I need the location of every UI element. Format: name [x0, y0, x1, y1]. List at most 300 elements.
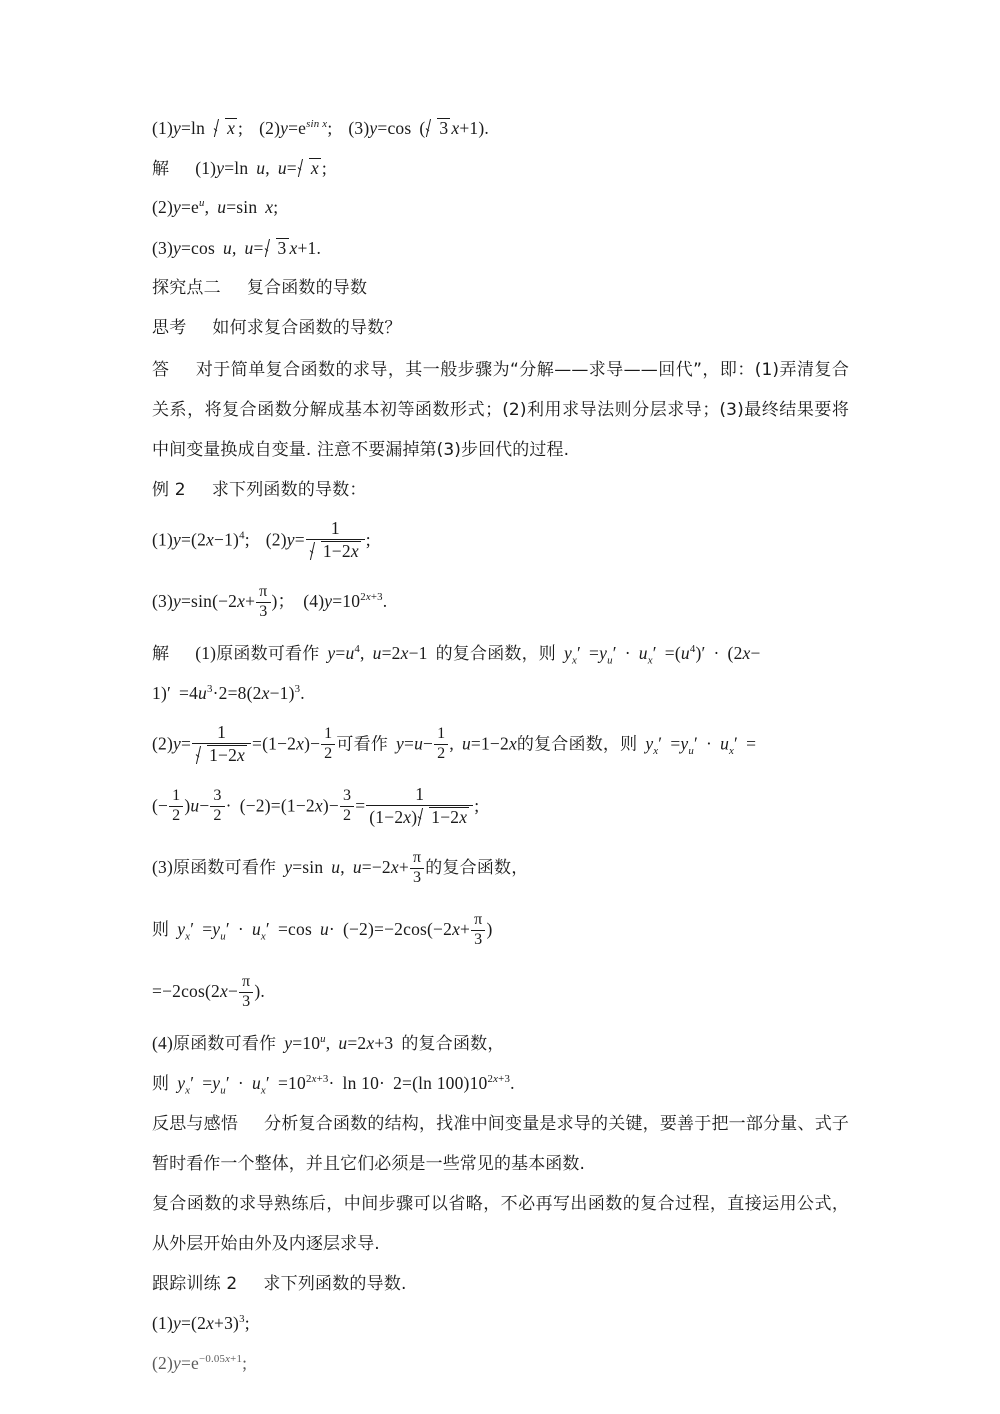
item-number: (1) — [152, 1313, 174, 1334]
op-dot: · — [624, 643, 631, 663]
var-y: y — [680, 733, 689, 754]
punct: ; — [327, 118, 333, 139]
denominator — [192, 744, 251, 765]
op-eq: = — [202, 919, 213, 940]
var-x: x — [400, 643, 409, 663]
item-number: (3) — [152, 857, 174, 878]
fraction-one-over-sqrt — [306, 517, 365, 561]
var-y: y — [173, 197, 181, 218]
var-x: x — [390, 857, 399, 878]
exponent-3: 3 — [239, 1313, 245, 1326]
subscript-x: x — [260, 930, 266, 943]
item-number: (1) — [152, 529, 174, 550]
var-y: y — [173, 238, 181, 259]
section-heading-tanjiu — [152, 268, 852, 308]
exp-part: 2 — [305, 1073, 312, 1086]
prime: ′ — [265, 1073, 270, 1093]
var-y: y — [286, 529, 295, 550]
text: 的复合函数， — [425, 858, 529, 879]
example-2-heading — [152, 470, 852, 510]
var-u: u — [244, 238, 254, 259]
op-dot: · — [328, 919, 335, 940]
solution-line-3 — [152, 228, 852, 268]
op-eq: = — [202, 1073, 213, 1093]
op-eq: = — [335, 643, 346, 663]
item-number: (2) — [265, 529, 287, 550]
var-x: x — [452, 919, 461, 940]
op-dot: · — [237, 919, 244, 940]
var-y: y — [177, 919, 186, 940]
punct: ; — [273, 197, 279, 218]
expr: (−2)=(1−2 — [239, 795, 315, 816]
var-x: x — [237, 591, 246, 612]
expr: =( — [664, 643, 681, 663]
op-eq-cos: =cos — [277, 919, 312, 940]
exp-var: x — [365, 591, 371, 604]
item-number: (2) — [152, 197, 174, 218]
radical-icon — [196, 745, 247, 765]
exp-var: x — [225, 1353, 231, 1366]
example-label: 例 2 — [152, 479, 186, 500]
item-2-number: (2) — [259, 118, 281, 139]
da-label: 答 — [152, 360, 170, 380]
var-y: y — [216, 158, 225, 178]
radicand: x — [227, 118, 236, 139]
fraction-one-half — [169, 788, 183, 824]
numerator-pi: π — [410, 850, 424, 868]
op-minus: − — [328, 795, 339, 816]
fuhe-text: 复合函数的求导熟练后，中间步骤可以省略，不必再写出函数的复合过程，直接运用公式，从外层开始由外及内逐层求导. — [152, 1194, 849, 1254]
op-plus: + — [245, 591, 256, 612]
expr: 2=8(2 — [218, 683, 262, 704]
example-2-items-34 — [152, 572, 852, 634]
var-u: u — [217, 197, 227, 218]
subscript-u: u — [688, 744, 694, 757]
text: 的复合函数， — [401, 1034, 505, 1054]
var-u: u — [638, 643, 648, 663]
var-x: x — [206, 1313, 215, 1334]
punct: ; — [365, 529, 371, 550]
exponent-u: u — [199, 197, 205, 210]
op-eq-e: =e — [180, 197, 200, 218]
prime: ′ — [734, 733, 739, 754]
var-u: u — [251, 919, 261, 940]
item-number: (3) — [152, 591, 174, 612]
fraction-one-half — [434, 726, 448, 762]
var-x: x — [220, 981, 228, 1002]
denominator-3: 3 — [412, 868, 422, 886]
numerator-1: 1 — [366, 786, 473, 806]
example-2-solution-3b — [152, 900, 852, 962]
punct: . — [300, 683, 305, 704]
var-x: x — [508, 733, 517, 754]
den-part: ) — [411, 806, 418, 827]
op-minus: − — [310, 733, 321, 754]
fraction-result — [366, 783, 473, 827]
var-u: u — [720, 733, 730, 754]
prime: ′ — [166, 683, 172, 704]
paren-open: (− — [152, 795, 169, 816]
var-u: u — [338, 1033, 348, 1053]
exponent-3: 3 — [294, 683, 301, 696]
radicand: x — [310, 158, 319, 178]
prime: ′ — [225, 919, 230, 940]
paren-close: ) — [322, 795, 329, 816]
var-x: x — [261, 683, 270, 704]
op-minus: − — [227, 981, 239, 1002]
denominator-2: 2 — [324, 744, 333, 762]
op-eq: = — [670, 733, 681, 754]
example-2-solution-3c — [152, 962, 852, 1024]
expr-tail: )； — [271, 591, 296, 612]
expr: =2 — [347, 1033, 367, 1053]
exp-part: +3 — [498, 1073, 511, 1086]
numerator: 1 — [192, 724, 251, 744]
numerator-1: 1 — [321, 726, 335, 744]
text: 的复合函数，则 — [435, 644, 557, 664]
var-y: y — [564, 643, 572, 663]
var-y: y — [284, 857, 293, 878]
text-ze: 则 — [152, 920, 170, 941]
subscript-x: x — [729, 744, 735, 757]
radicand-part: 1−2 — [431, 806, 460, 827]
op-dot: · — [328, 1073, 335, 1093]
denominator-2: 2 — [342, 806, 352, 824]
prime: ′ — [577, 643, 582, 663]
fraction-pi-over-3 — [471, 912, 485, 948]
fuhe-paragraph — [152, 1184, 849, 1264]
problem-line-1 — [152, 108, 852, 148]
genzong-item-2 — [152, 1344, 852, 1384]
numerator-3: 3 — [340, 788, 354, 806]
expr: +3 — [374, 1033, 394, 1053]
punct: , — [265, 158, 270, 178]
var-u: u — [190, 795, 200, 816]
radicand-var: x — [459, 806, 468, 827]
radical-icon — [298, 158, 321, 178]
item-number: (2) — [152, 1353, 174, 1374]
var-y: y — [177, 1073, 186, 1093]
var-u: u — [198, 683, 207, 704]
punct: , — [231, 238, 237, 259]
exponent-2x-plus-3 — [306, 1073, 329, 1085]
genzong-text: 求下列函数的导数. — [263, 1273, 407, 1294]
item-number: (3) — [152, 238, 174, 259]
prime: ′ — [658, 733, 663, 754]
expr: =−2cos(2 — [152, 981, 220, 1002]
exp-part: 2 — [360, 591, 366, 604]
denominator — [306, 540, 365, 561]
denominator-3: 3 — [259, 602, 268, 620]
var-y: y — [284, 1033, 293, 1053]
expr: =10 — [292, 1033, 321, 1053]
exp-part: 2 — [487, 1073, 494, 1086]
var-y: y — [173, 118, 181, 139]
expr: =4 — [179, 683, 199, 704]
numerator: 1 — [306, 520, 365, 540]
op-eq: = — [180, 733, 192, 754]
paren-close: ) — [184, 795, 191, 816]
var-y: y — [212, 1073, 221, 1093]
denominator-2: 2 — [213, 806, 222, 824]
var-u: u — [256, 158, 266, 178]
punct: , — [360, 643, 365, 663]
radicand-part: 1−2 — [209, 744, 238, 765]
section-title: 复合函数的导数 — [246, 277, 368, 298]
numerator-3: 3 — [210, 788, 224, 806]
fansi-text: 分析复合函数的结构，找准中间变量是求导的关键，要善于把一部分量、式子暂时看作一个整体，并且它们必须是一些常见的基本函数. — [152, 1114, 849, 1174]
exp-part: −0.05 — [199, 1353, 226, 1366]
expr: =(1−2 — [252, 733, 297, 754]
fraction-three-halves — [340, 788, 354, 824]
subscript-u: u — [220, 930, 226, 943]
op-eq: = — [286, 158, 297, 178]
punct: ; — [238, 118, 244, 139]
var-x: x — [366, 1033, 375, 1053]
var-u: u — [461, 733, 471, 754]
subscript-u: u — [607, 654, 613, 667]
exponent-3: 3 — [207, 683, 213, 696]
fraction-three-halves — [210, 788, 224, 824]
paren-close: ) — [695, 643, 702, 663]
var-x: x — [289, 238, 298, 259]
var-y: y — [369, 118, 378, 139]
den-part: (1−2 — [369, 806, 404, 827]
item-number: (4) — [303, 591, 325, 612]
expr: =sin(−2 — [180, 591, 238, 612]
expr: −1 — [408, 643, 428, 663]
item-number: (1) — [195, 158, 217, 178]
item-number: (4) — [152, 1033, 174, 1053]
radicand: 3 — [439, 118, 449, 139]
punct: , — [204, 197, 210, 218]
numerator-pi: π — [471, 912, 485, 930]
exponent-sin-x: sin x — [306, 118, 328, 131]
var-y: y — [599, 643, 608, 663]
var-u: u — [331, 857, 341, 878]
var-y: y — [173, 591, 181, 612]
op-eq-e: =e — [288, 118, 307, 139]
fraction-pi-over-3 — [239, 974, 253, 1010]
denominator-3: 3 — [474, 930, 483, 948]
punct: . — [382, 591, 388, 612]
op-eq-sin: =sin — [292, 857, 324, 878]
prime: ′ — [190, 919, 195, 940]
expr: (−2)=−2cos(−2 — [342, 919, 453, 940]
example-text: 求下列函数的导数： — [211, 479, 367, 500]
text-ze: 则 — [152, 1074, 170, 1094]
numerator-pi: π — [239, 974, 253, 992]
op-plus: + — [398, 857, 409, 878]
subscript-x: x — [185, 930, 191, 943]
example-2-solution-1a — [152, 634, 852, 674]
subscript-x: x — [653, 744, 659, 757]
item-number: (1) — [195, 643, 217, 663]
expr: −1) — [269, 683, 295, 704]
prime: ′ — [190, 1073, 195, 1093]
var-y: y — [173, 1313, 181, 1334]
op-eq-cos: =cos — [377, 118, 412, 139]
section-label: 探究点二 — [152, 277, 221, 298]
var-y: y — [324, 591, 333, 612]
var-x: x — [742, 643, 751, 663]
var-u: u — [319, 919, 329, 940]
var-y: y — [173, 529, 181, 550]
subscript-x: x — [571, 654, 577, 667]
var-y: y — [173, 733, 181, 754]
exponent-4: 4 — [354, 643, 361, 656]
paren-close: ) — [486, 919, 493, 940]
example-2-solution-2b — [152, 776, 852, 838]
var-u: u — [372, 643, 382, 663]
punct: , — [449, 733, 454, 754]
exponent-neg-005x-plus-1 — [199, 1353, 242, 1365]
da-paragraph-wrap — [152, 348, 852, 470]
var-u: u — [222, 238, 232, 259]
sikao-text: 如何求复合函数的导数？ — [212, 317, 402, 338]
fansi-paragraph-wrap — [152, 1104, 852, 1184]
prime: ′ — [652, 643, 657, 663]
op-minus: − — [423, 733, 434, 754]
sikao-label: 思考 — [152, 317, 187, 338]
radicand-var: x — [237, 744, 246, 765]
prime: ′ — [694, 733, 699, 754]
da-text: 对于简单复合函数的求导，其一般步骤为“分解——求导——回代”，即：(1)弄清复合关系，将复合函数分解成基本初等函数形式；(2)利用求导法则分层求导；(3)最终结果要将中间变量换成自变量. 注意不要漏掉第(3)步回代的过程. — [152, 360, 849, 460]
expr: =(2 — [180, 1313, 207, 1334]
numerator-1: 1 — [434, 726, 448, 744]
expr: =e — [180, 1353, 200, 1374]
expr: 2=(ln 100)10 — [393, 1073, 488, 1093]
radicand-part: 1−2 — [322, 540, 351, 561]
radical-icon — [418, 807, 469, 827]
subscript-x: x — [185, 1084, 191, 1097]
exp-var: x — [311, 1073, 317, 1086]
punct: , — [340, 857, 345, 878]
expr: (2 — [727, 643, 743, 663]
var-y: y — [173, 1353, 181, 1374]
exp-part: +3 — [316, 1073, 329, 1086]
item-1-number: (1) — [152, 118, 174, 139]
op-eq-cos: =cos — [180, 238, 215, 259]
subscript-u: u — [220, 1084, 226, 1097]
radicand-var: x — [350, 540, 359, 561]
op-eq: = — [253, 238, 264, 259]
radical-icon — [426, 118, 450, 138]
text: 的复合函数，则 — [516, 734, 638, 755]
punct: . — [510, 1073, 515, 1093]
numerator-1: 1 — [169, 788, 183, 806]
example-2-solution-3a — [152, 838, 852, 900]
radicand: 3 — [277, 238, 287, 259]
radical-icon — [214, 118, 237, 138]
denominator-3: 3 — [242, 992, 251, 1010]
op-dot: · — [379, 1073, 386, 1093]
var-y: y — [212, 919, 221, 940]
op-dot: · — [237, 1073, 244, 1093]
genzong-item-1 — [152, 1304, 852, 1344]
exponent-4: 4 — [689, 643, 696, 656]
exponent-4: 4 — [239, 529, 245, 542]
exp-part: +1 — [230, 1353, 243, 1366]
punct: ; — [242, 1353, 248, 1374]
paren-open: ( — [419, 118, 426, 139]
solution-label: 解 — [152, 644, 170, 664]
var-x: x — [206, 529, 215, 550]
genzong-heading — [152, 1264, 852, 1304]
punct: ; — [244, 1313, 250, 1334]
exp-var: x — [493, 1073, 499, 1086]
prime: ′ — [612, 643, 617, 663]
expr: =2 — [381, 643, 401, 663]
var-y: y — [280, 118, 289, 139]
expr: −1) — [214, 529, 240, 550]
op-eq: = — [589, 643, 600, 663]
fuhe-paragraph-wrap — [152, 1184, 852, 1264]
solution-line-2 — [152, 188, 852, 228]
text: 原函数可看作 — [216, 644, 320, 664]
op-eq: = — [404, 733, 415, 754]
op-dot: · — [713, 643, 720, 663]
op-ln: ln 10 — [342, 1073, 380, 1093]
var-u: u — [277, 158, 287, 178]
var-x: x — [314, 795, 323, 816]
op-eq-ln: =ln — [180, 118, 206, 139]
op-eq: = — [294, 529, 305, 550]
fansi-label: 反思与感悟 — [152, 1114, 239, 1134]
prime: ′ — [701, 643, 706, 663]
fraction-one-over-sqrt — [192, 721, 251, 765]
fansi-paragraph — [152, 1104, 849, 1184]
page-content — [152, 108, 852, 1384]
fraction-pi-over-3 — [256, 584, 270, 620]
op-eq: = — [355, 795, 366, 816]
denominator — [366, 806, 473, 827]
var-u: u — [345, 643, 355, 663]
paren-close: ) — [304, 733, 311, 754]
op-eq-sin: =sin — [226, 197, 258, 218]
op-eq-ln: =ln — [224, 158, 249, 178]
radical-icon — [310, 541, 361, 561]
fraction-one-half — [321, 726, 335, 762]
var-x: x — [265, 197, 274, 218]
exponent-2x-plus-3 — [488, 1073, 511, 1085]
punct: ; — [321, 158, 327, 178]
var-x: x — [451, 118, 460, 139]
example-2-solution-2a — [152, 714, 852, 776]
subscript-x: x — [647, 654, 653, 667]
prime: ′ — [265, 919, 270, 940]
expr: 1) — [152, 683, 167, 704]
var-u: u — [352, 857, 362, 878]
var-u: u — [680, 643, 690, 663]
example-2-solution-1b — [152, 674, 852, 714]
expr-tail: +1. — [297, 238, 322, 259]
var-u: u — [414, 733, 424, 754]
op-dot: · — [706, 733, 713, 754]
punct: ; — [244, 529, 250, 550]
exp-part: +3 — [370, 591, 383, 604]
expr: +3) — [214, 1313, 240, 1334]
solution-line-1 — [152, 148, 852, 188]
radical-icon — [265, 238, 289, 258]
exponent-2x-plus-3 — [360, 591, 383, 603]
item-3-number: (3) — [348, 118, 370, 139]
denominator-2: 2 — [437, 744, 446, 762]
numerator-pi: π — [256, 584, 270, 602]
expr: =10 — [332, 591, 361, 612]
expr-tail: ). — [254, 981, 265, 1002]
var-x: x — [296, 733, 305, 754]
